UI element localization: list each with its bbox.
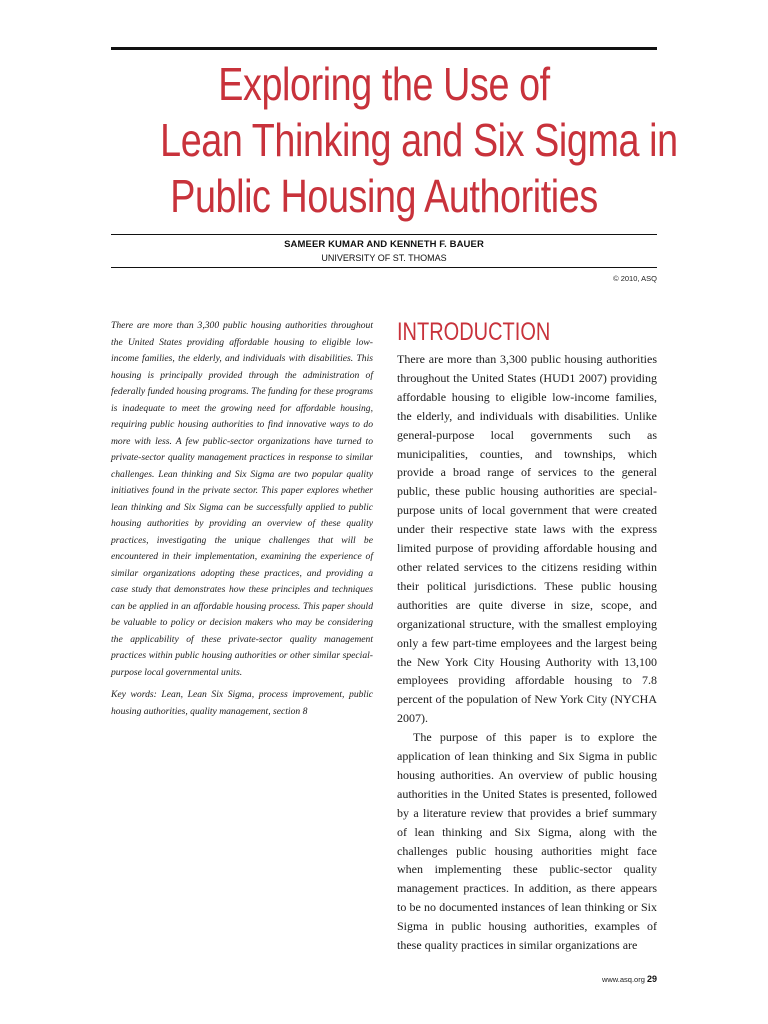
title-rule bbox=[111, 234, 657, 235]
title-line-2: Lean Thinking and Six Sigma in bbox=[160, 114, 678, 166]
intro-paragraph-2: The purpose of this paper is to explore the application of lean thinking and Six Sigma in public housing authorities. An overview of public housing authorities in the United States is presented, followed by a literature review that provides a brief summary of lean thinking and Six Sigma, along with the challenges public housing authorities might face when implementing these public-sector quality management practices. In addition, as there appears to be no documented instances of lean thinking or Six Sigma in public housing authorities, examples of these quality practices in similar organizations are bbox=[397, 730, 657, 953]
title-line-1: Exploring the Use of bbox=[218, 58, 550, 110]
article-title bbox=[111, 56, 678, 224]
intro-paragraph-1: There are more than 3,300 public housing authorities throughout the United States (HUD1 2007) providing affordable housing to eligible low-income families, the elderly, and individuals with disabilities. Unlike general-purpose local governments such as municipalities, counties, and townships, which provide a broad range of services to the general public, these public housing authorities are special-purpose units of local government that were created under their respective state laws with the express limited purpose of providing affordable housing and other related services to the citizens residing within their political jurisdictions. These public housing authorities are quite diverse in size, scope, and organizational structure, with the smallest employing only a few part-time employees and the largest being the New York City Housing Authority with 13,100 employees providing affordable housing to 7.8 percent of the population of New York City (NYCHA 2007). bbox=[397, 352, 657, 726]
author-names: SAMEER KUMAR AND KENNETH F. BAUER bbox=[284, 239, 484, 250]
page-number: 29 bbox=[646, 974, 657, 984]
byline-rule bbox=[111, 267, 657, 268]
author-affiliation: UNIVERSITY OF ST. THOMAS bbox=[321, 253, 447, 263]
footer-url: www.asq.org bbox=[601, 975, 645, 984]
keywords: Key words: Lean, Lean Six Sigma, process improvement, public housing authorities, quality management, section 8 bbox=[111, 689, 373, 717]
title-line-3: Public Housing Authorities bbox=[170, 170, 598, 222]
copyright-notice: © 2010, ASQ bbox=[613, 274, 657, 283]
introduction-heading: INTRODUCTION bbox=[397, 318, 551, 346]
top-rule bbox=[111, 47, 657, 50]
abstract-column bbox=[111, 318, 373, 720]
page-footer bbox=[602, 974, 657, 984]
abstract-text: There are more than 3,300 public housing authorities throughout the United States providing affordable housing to eligible low-income families, the elderly, and individuals with disabilities. This housing is principally provided through the administration of federally funded housing programs. The funding for these programs is inadequate to meet the growing need for affordable housing, requiring public housing authorities to find innovative ways to do more with less. A few public-sector organizations have turned to private-sector quality management practices in response to similar challenges. Lean thinking and Six Sigma are two popular quality initiatives found in the private sector. This paper explores whether lean thinking and Six Sigma can be successfully applied to public housing authorities by providing an overview of these quality practices, investigating the unique challenges that will be encountered in their implementation, examining the experience of similar organizations adopting these practices, and providing a case study that demonstrates how these principles and techniques can be applied in an affordable housing process. This paper should be valuable to policy or decision makers who may be considering the applicability of these private-sector quality management practices within public housing authorities or other similar special-purpose local governmental units. bbox=[111, 320, 373, 678]
introduction-column bbox=[397, 316, 657, 955]
